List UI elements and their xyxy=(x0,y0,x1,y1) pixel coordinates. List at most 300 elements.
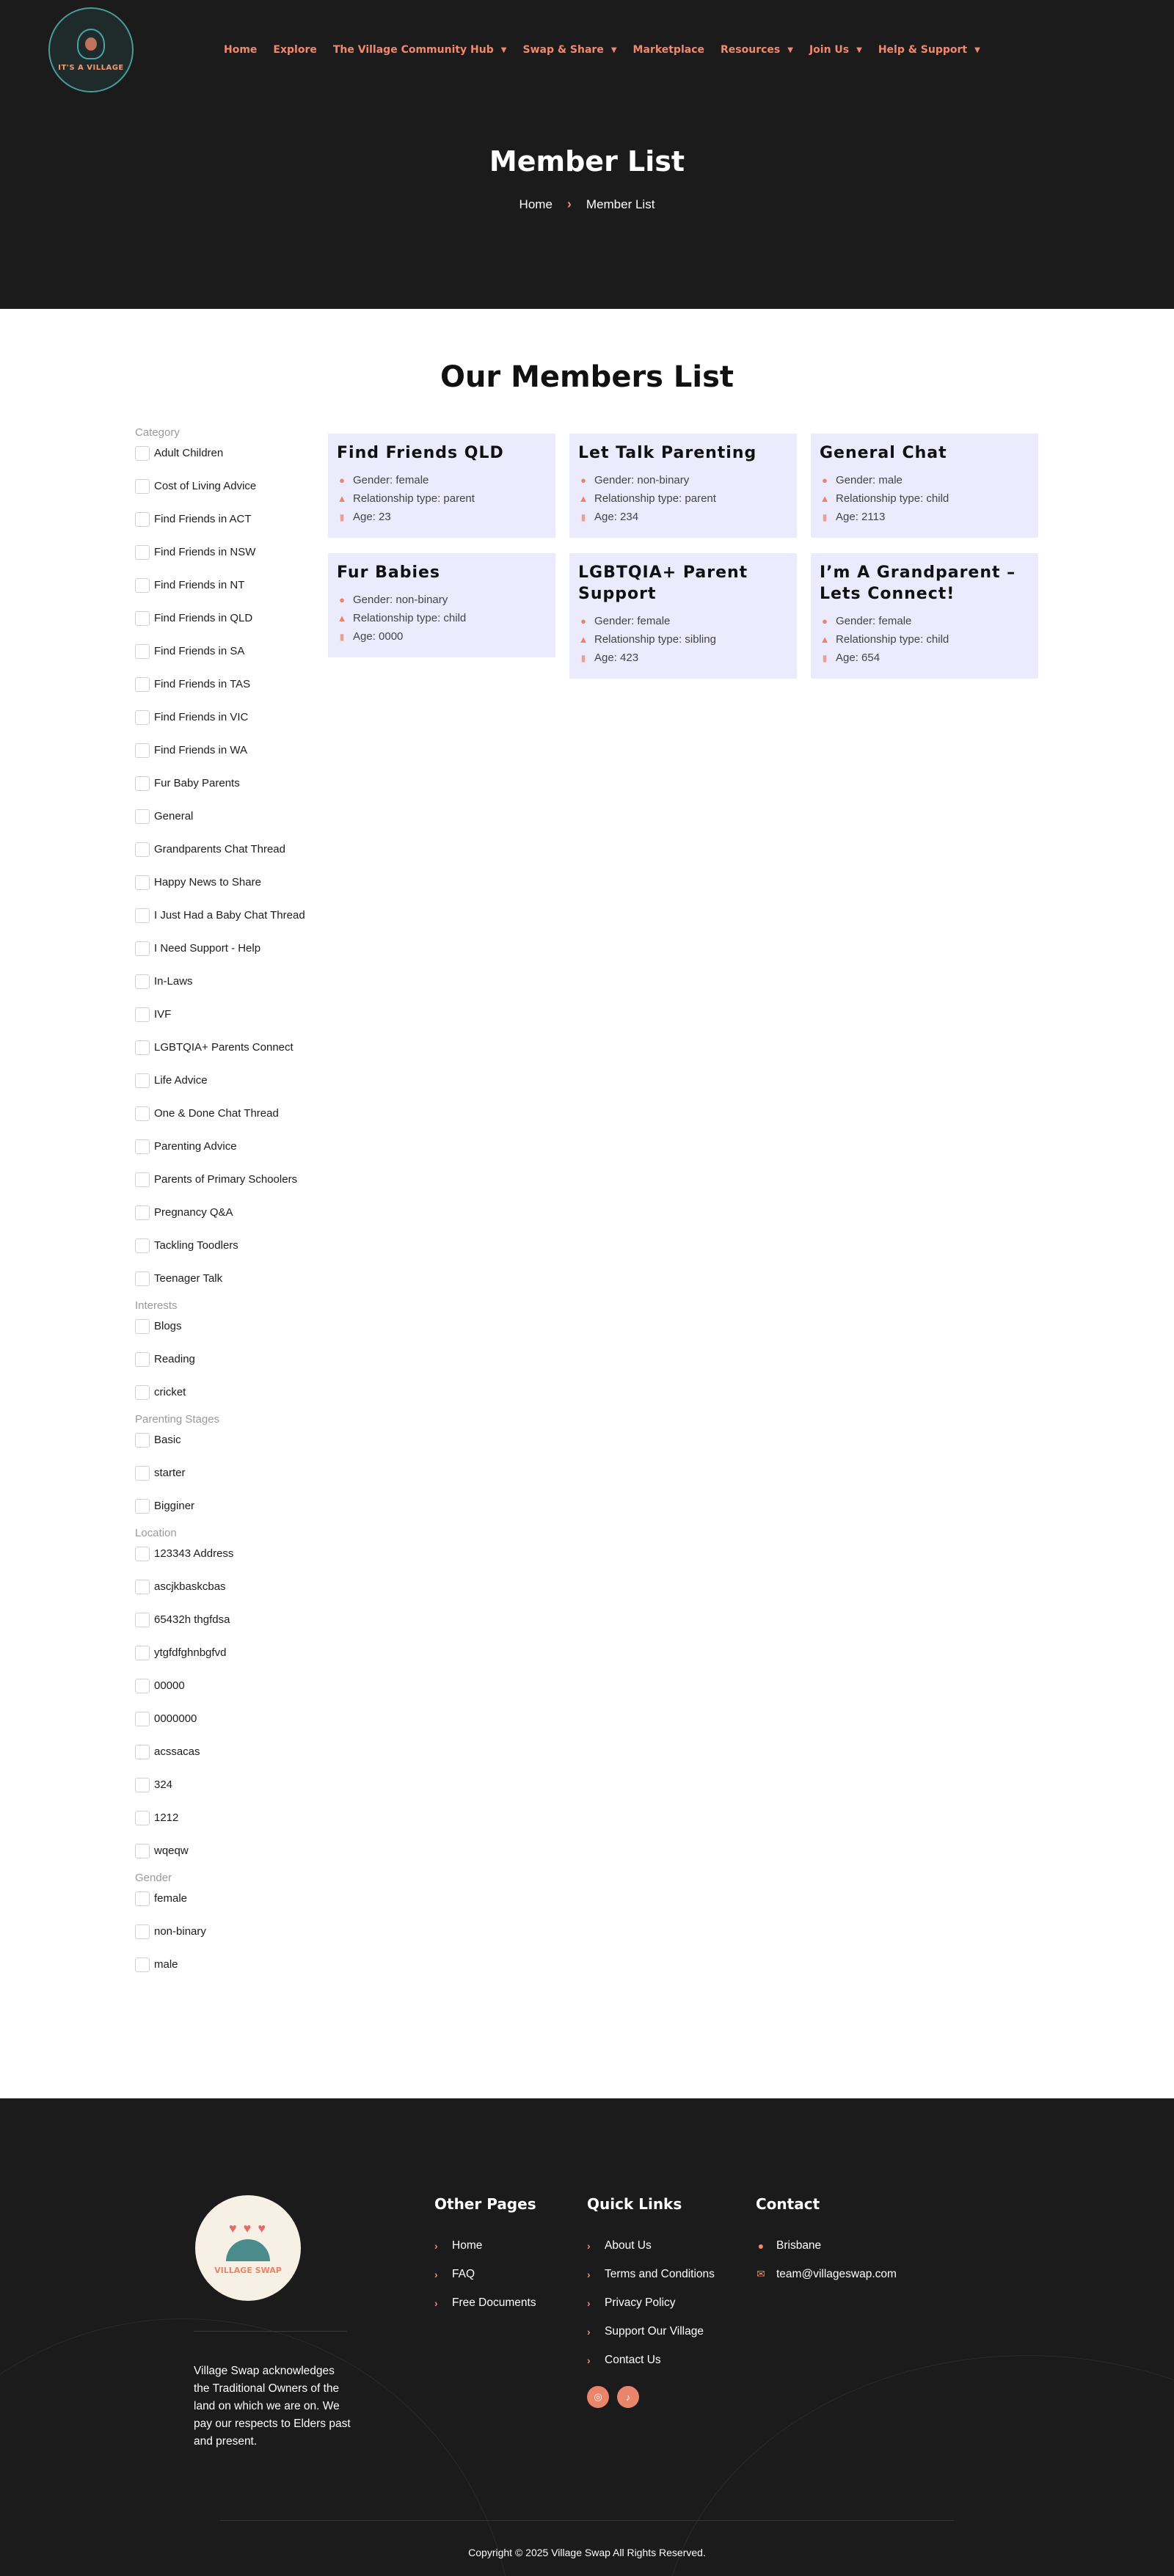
checkbox[interactable] xyxy=(135,1580,150,1594)
footer-link-label: Terms and Conditions xyxy=(605,2267,715,2280)
filter-checkbox-option[interactable] xyxy=(135,1702,326,1735)
logo-emblem-icon xyxy=(77,29,105,59)
contact-email[interactable] xyxy=(756,2260,897,2288)
member-card[interactable] xyxy=(811,553,1038,679)
filter-checkbox-option[interactable] xyxy=(135,470,326,503)
footer-link-free-documents[interactable] xyxy=(434,2288,536,2317)
envelope-icon: ✉ xyxy=(756,2268,765,2280)
checkbox[interactable] xyxy=(135,1778,150,1792)
footer-logo-text: VILLAGE SWAP xyxy=(214,2266,282,2275)
nav-item-label: Resources xyxy=(721,44,781,56)
checkbox[interactable] xyxy=(135,1547,150,1561)
contact-location xyxy=(756,2231,897,2260)
footer-link-home[interactable] xyxy=(434,2231,536,2260)
filter-checkbox-option[interactable] xyxy=(135,1801,326,1834)
checkbox[interactable] xyxy=(135,1433,150,1448)
checkbox[interactable] xyxy=(135,1811,150,1825)
checkbox[interactable] xyxy=(135,842,150,857)
filter-option-label: Find Friends in VIC xyxy=(154,711,249,723)
filter-group-title: Location xyxy=(135,1527,177,1539)
nav-item-join-us[interactable] xyxy=(809,44,862,56)
footer-link-about-us[interactable] xyxy=(587,2231,715,2260)
filter-checkbox-option[interactable] xyxy=(135,1570,326,1603)
member-age-text: Age: 654 xyxy=(836,652,880,664)
checkbox[interactable] xyxy=(135,908,150,923)
filter-checkbox-option[interactable] xyxy=(135,1636,326,1669)
filter-checkbox-option[interactable] xyxy=(135,1456,326,1489)
breadcrumb xyxy=(0,197,1174,212)
filter-checkbox-option[interactable] xyxy=(135,1603,326,1636)
chevron-right-icon: › xyxy=(587,2325,591,2338)
member-relationship-text: Relationship type: child xyxy=(836,492,949,505)
filter-checkbox-option[interactable] xyxy=(135,1262,326,1295)
user-icon: ● xyxy=(580,616,586,627)
member-age xyxy=(820,508,1029,526)
filter-checkbox-option[interactable] xyxy=(135,1130,326,1163)
checkbox[interactable] xyxy=(135,1891,150,1906)
village-houses-icon xyxy=(226,2239,270,2261)
checkbox[interactable] xyxy=(135,677,150,692)
member-card[interactable] xyxy=(811,434,1038,538)
checkbox[interactable] xyxy=(135,479,150,494)
chevron-right-icon: › xyxy=(587,2296,591,2309)
member-relationship xyxy=(820,630,1029,649)
checkbox[interactable] xyxy=(135,743,150,758)
member-cards-grid xyxy=(328,434,1039,679)
age-chart-icon: ▮ xyxy=(580,511,586,522)
member-gender-text: Gender: female xyxy=(836,615,912,627)
footer-link-privacy-policy[interactable] xyxy=(587,2288,715,2317)
age-chart-icon: ▮ xyxy=(822,652,828,663)
checkbox[interactable] xyxy=(135,941,150,956)
filter-checkbox-option[interactable] xyxy=(135,1735,326,1768)
filter-group-category xyxy=(135,426,326,1295)
age-chart-icon: ▮ xyxy=(339,511,345,522)
member-card[interactable] xyxy=(328,553,555,657)
checkbox[interactable] xyxy=(135,1924,150,1939)
checkbox[interactable] xyxy=(135,512,150,527)
filter-option-label: General xyxy=(154,810,194,822)
caret-down-icon: ▼ xyxy=(787,45,793,54)
checkbox[interactable] xyxy=(135,1205,150,1220)
tiktok-icon[interactable]: ♪ xyxy=(617,2386,639,2408)
filter-checkbox-option[interactable] xyxy=(135,1537,326,1570)
filter-checkbox-option[interactable] xyxy=(135,833,326,866)
member-card[interactable] xyxy=(569,553,797,679)
filter-option-label: Grandparents Chat Thread xyxy=(154,843,285,855)
filter-option-label: One & Done Chat Thread xyxy=(154,1107,279,1120)
filter-option-label: 00000 xyxy=(154,1679,185,1692)
filter-options xyxy=(135,437,326,1295)
page-title: Member List xyxy=(489,145,685,178)
nav-item-resources[interactable] xyxy=(721,44,793,56)
filter-option-label: Find Friends in NT xyxy=(154,579,245,591)
member-name: General Chat xyxy=(820,444,947,462)
filter-option-label: starter xyxy=(154,1467,186,1479)
checkbox[interactable] xyxy=(135,1613,150,1627)
filter-checkbox-option[interactable] xyxy=(135,602,326,635)
filter-group-title: Interests xyxy=(135,1299,178,1312)
member-card[interactable] xyxy=(569,434,797,538)
checkbox[interactable] xyxy=(135,1073,150,1088)
checkbox[interactable] xyxy=(135,1040,150,1055)
checkbox[interactable] xyxy=(135,1745,150,1759)
checkbox[interactable] xyxy=(135,776,150,791)
section-title: Our Members List xyxy=(440,360,734,394)
filter-checkbox-option[interactable] xyxy=(135,1064,326,1097)
filter-option-label: 65432h thgfdsa xyxy=(154,1613,230,1626)
checkbox[interactable] xyxy=(135,545,150,560)
filter-checkbox-option[interactable] xyxy=(135,1031,326,1064)
filter-checkbox-option[interactable] xyxy=(135,734,326,767)
user-icon: ● xyxy=(339,475,345,486)
caret-down-icon: ▼ xyxy=(974,45,980,54)
nav-item-label: Marketplace xyxy=(632,44,704,56)
filter-checkbox-option[interactable] xyxy=(135,767,326,800)
member-relationship xyxy=(578,489,788,508)
footer-link-label: Privacy Policy xyxy=(605,2296,676,2309)
site-logo[interactable] xyxy=(48,7,134,92)
footer-link-label: Free Documents xyxy=(452,2296,536,2309)
footer-link-faq[interactable] xyxy=(434,2260,536,2288)
member-age xyxy=(820,649,1029,667)
filter-sidebar xyxy=(135,426,326,1985)
member-gender-text: Gender: non-binary xyxy=(594,474,690,486)
filter-options xyxy=(135,1423,326,1522)
chevron-right-icon: › xyxy=(587,2354,591,2366)
member-gender xyxy=(578,471,788,489)
filter-option-label: Teenager Talk xyxy=(154,1272,223,1285)
filter-group-title: Category xyxy=(135,426,180,439)
filter-checkbox-option[interactable] xyxy=(135,1163,326,1196)
member-card[interactable] xyxy=(328,434,555,538)
filter-option-label: I Just Had a Baby Chat Thread xyxy=(154,909,305,922)
filter-group-interests xyxy=(135,1299,326,1409)
relationship-icon: ▲ xyxy=(820,634,830,645)
checkbox[interactable] xyxy=(135,1466,150,1481)
filter-option-label: Find Friends in QLD xyxy=(154,612,253,624)
social-links xyxy=(587,2386,715,2408)
footer-link-contact-us[interactable] xyxy=(587,2346,715,2374)
checkbox[interactable] xyxy=(135,644,150,659)
filter-group-parenting-stages xyxy=(135,1413,326,1522)
filter-option-label: IVF xyxy=(154,1008,172,1021)
filter-checkbox-option[interactable] xyxy=(135,1097,326,1130)
member-age-text: Age: 234 xyxy=(594,511,639,523)
footer-divider xyxy=(194,2331,347,2332)
filter-option-label: Life Advice xyxy=(154,1074,208,1087)
filter-option-label: Happy News to Share xyxy=(154,876,261,889)
filter-checkbox-option[interactable] xyxy=(135,437,326,470)
checkbox[interactable] xyxy=(135,875,150,890)
filter-checkbox-option[interactable] xyxy=(135,866,326,899)
filter-checkbox-option[interactable] xyxy=(135,1310,326,1343)
filter-option-label: I Need Support - Help xyxy=(154,942,261,955)
filter-checkbox-option[interactable] xyxy=(135,503,326,536)
relationship-icon: ▲ xyxy=(578,634,588,645)
nav-item-swap-share[interactable] xyxy=(522,44,616,56)
filter-checkbox-option[interactable] xyxy=(135,1948,326,1981)
member-relationship-text: Relationship type: sibling xyxy=(594,633,716,646)
filter-option-label: Find Friends in TAS xyxy=(154,678,251,690)
filter-option-label: ytgfdfghnbgfvd xyxy=(154,1646,227,1659)
footer-rule xyxy=(220,2520,954,2521)
filter-checkbox-option[interactable] xyxy=(135,1669,326,1702)
nav-item-label: Home xyxy=(224,44,258,56)
user-icon: ● xyxy=(822,475,828,486)
footer-heading: Other Pages xyxy=(434,2195,536,2213)
checkbox[interactable] xyxy=(135,1271,150,1286)
filter-option-label: Cost of Living Advice xyxy=(154,480,257,492)
member-relationship-text: Relationship type: child xyxy=(836,633,949,646)
member-gender xyxy=(820,612,1029,630)
member-name: LGBTQIA+ Parent Support xyxy=(578,563,748,603)
member-relationship xyxy=(820,489,1029,508)
filter-group-gender xyxy=(135,1872,326,1981)
checkbox[interactable] xyxy=(135,1139,150,1154)
filter-option-label: Find Friends in NSW xyxy=(154,546,256,558)
nav-item-label: Swap & Share xyxy=(522,44,604,56)
filter-option-label: LGBTQIA+ Parents Connect xyxy=(154,1041,294,1054)
filter-option-label: male xyxy=(154,1958,178,1971)
member-age-text: Age: 0000 xyxy=(353,630,404,643)
checkbox[interactable] xyxy=(135,1499,150,1514)
filter-checkbox-option[interactable] xyxy=(135,701,326,734)
checkbox[interactable] xyxy=(135,1679,150,1693)
footer-quick-links xyxy=(587,2195,715,2408)
member-age xyxy=(337,627,547,646)
filter-checkbox-option[interactable] xyxy=(135,932,326,965)
filter-option-label: Reading xyxy=(154,1353,195,1365)
nav-item-help-support[interactable] xyxy=(878,44,980,56)
filter-option-label: Pregnancy Q&A xyxy=(154,1206,233,1219)
instagram-icon[interactable]: ◎ xyxy=(587,2386,609,2408)
checkbox[interactable] xyxy=(135,1238,150,1253)
footer-heading: Quick Links xyxy=(587,2195,682,2213)
filter-checkbox-option[interactable] xyxy=(135,569,326,602)
member-relationship xyxy=(337,609,547,627)
checkbox[interactable] xyxy=(135,1957,150,1972)
filter-checkbox-option[interactable] xyxy=(135,1768,326,1801)
member-gender-text: Gender: female xyxy=(594,615,671,627)
checkbox[interactable] xyxy=(135,809,150,824)
member-age-text: Age: 2113 xyxy=(836,511,886,523)
member-name: I’m A Grandparent – Lets Connect! xyxy=(820,563,1016,603)
member-gender xyxy=(337,591,547,609)
filter-checkbox-option[interactable] xyxy=(135,1882,326,1915)
filter-checkbox-option[interactable] xyxy=(135,1196,326,1229)
filter-checkbox-option[interactable] xyxy=(135,1489,326,1522)
member-relationship-text: Relationship type: parent xyxy=(594,492,716,505)
filter-option-label: Parenting Advice xyxy=(154,1140,237,1153)
chevron-right-icon: › xyxy=(587,2268,591,2280)
filter-option-label: 324 xyxy=(154,1778,173,1791)
checkbox[interactable] xyxy=(135,1712,150,1726)
member-relationship xyxy=(337,489,547,508)
filter-option-label: Parents of Primary Schoolers xyxy=(154,1173,298,1186)
filter-option-label: 1212 xyxy=(154,1811,179,1824)
footer-link-label: Support Our Village xyxy=(605,2324,704,2338)
age-chart-icon: ▮ xyxy=(339,631,345,642)
hero-header xyxy=(0,0,1174,309)
hearts-icon: ♥ ♥ ♥ xyxy=(228,2221,268,2236)
checkbox[interactable] xyxy=(135,1172,150,1187)
member-gender xyxy=(820,471,1029,489)
footer-link-terms-and-conditions[interactable] xyxy=(587,2260,715,2288)
filter-option-label: Find Friends in ACT xyxy=(154,513,252,525)
filter-option-label: ascjkbaskcbas xyxy=(154,1580,226,1593)
member-relationship-text: Relationship type: child xyxy=(353,612,467,624)
user-icon: ● xyxy=(580,475,586,486)
filter-option-label: acssacas xyxy=(154,1745,200,1758)
footer-link-label: About Us xyxy=(605,2239,652,2252)
caret-down-icon: ▼ xyxy=(856,45,862,54)
caret-down-icon: ▼ xyxy=(500,45,507,54)
filter-checkbox-option[interactable] xyxy=(135,536,326,569)
nav-item-label: Explore xyxy=(273,44,317,56)
member-gender xyxy=(578,612,788,630)
age-chart-icon: ▮ xyxy=(822,511,828,522)
user-icon: ● xyxy=(339,594,345,605)
member-age-text: Age: 423 xyxy=(594,652,639,664)
filter-checkbox-option[interactable] xyxy=(135,1915,326,1948)
footer-link-label: Contact Us xyxy=(605,2353,661,2366)
checkbox[interactable] xyxy=(135,1844,150,1858)
breadcrumb-home-link[interactable]: Home xyxy=(519,197,553,211)
filter-checkbox-option[interactable] xyxy=(135,635,326,668)
filter-checkbox-option[interactable] xyxy=(135,1229,326,1262)
filter-option-label: Tackling Toodlers xyxy=(154,1239,238,1252)
contact-location-text: Brisbane xyxy=(776,2239,822,2252)
member-name: Fur Babies xyxy=(337,563,441,582)
copyright-text: Copyright © 2025 Village Swap All Rights Reserved. xyxy=(468,2547,706,2558)
filter-option-label: Blogs xyxy=(154,1320,182,1332)
chevron-right-icon: › xyxy=(434,2296,438,2309)
footer-link-support-our-village[interactable] xyxy=(587,2317,715,2346)
user-icon: ● xyxy=(822,616,828,627)
acknowledgement-text: Village Swap acknowledges the Traditional Owners of the land on which we are on. We pay our respects to Elders past and present. xyxy=(194,2365,351,2448)
filter-checkbox-option[interactable] xyxy=(135,668,326,701)
checkbox[interactable] xyxy=(135,1007,150,1022)
checkbox[interactable] xyxy=(135,578,150,593)
checkbox[interactable] xyxy=(135,1319,150,1334)
filter-option-label: Adult Children xyxy=(154,447,224,459)
member-name: Find Friends QLD xyxy=(337,444,504,462)
filter-option-label: Basic xyxy=(154,1434,181,1446)
nav-item-label: The Village Community Hub xyxy=(332,44,494,56)
filter-options xyxy=(135,1537,326,1867)
checkbox[interactable] xyxy=(135,974,150,989)
filter-checkbox-option[interactable] xyxy=(135,1343,326,1376)
relationship-icon: ▲ xyxy=(337,613,347,624)
filter-checkbox-option[interactable] xyxy=(135,1834,326,1867)
filter-checkbox-option[interactable] xyxy=(135,1423,326,1456)
filter-checkbox-option[interactable] xyxy=(135,800,326,833)
chevron-right-icon: › xyxy=(587,2239,591,2252)
footer-link-label: FAQ xyxy=(452,2267,475,2280)
nav-item-explore[interactable] xyxy=(273,44,316,56)
filter-option-label: non-binary xyxy=(154,1925,206,1938)
filter-option-label: Bigginer xyxy=(154,1500,195,1512)
relationship-icon: ▲ xyxy=(820,493,830,504)
main-navigation xyxy=(224,41,996,59)
filter-group-location xyxy=(135,1527,326,1867)
filter-option-label: 123343 Address xyxy=(154,1547,234,1560)
breadcrumb-current: Member List xyxy=(586,197,655,211)
nav-item-label: Join Us xyxy=(809,44,850,56)
checkbox[interactable] xyxy=(135,446,150,461)
checkbox[interactable] xyxy=(135,1646,150,1660)
footer-logo[interactable] xyxy=(195,2195,301,2301)
chevron-right-icon: › xyxy=(434,2239,438,2252)
member-gender-text: Gender: non-binary xyxy=(353,594,448,606)
filter-option-label: cricket xyxy=(154,1386,186,1398)
filter-checkbox-option[interactable] xyxy=(135,1376,326,1409)
member-age xyxy=(578,508,788,526)
filter-checkbox-option[interactable] xyxy=(135,899,326,932)
member-age xyxy=(337,508,547,526)
member-relationship xyxy=(578,630,788,649)
filter-checkbox-option[interactable] xyxy=(135,998,326,1031)
filter-option-label: Find Friends in SA xyxy=(154,645,245,657)
filter-group-title: Gender xyxy=(135,1872,172,1884)
breadcrumb-separator-icon: › xyxy=(566,197,572,211)
filter-option-label: wqeqw xyxy=(154,1845,189,1857)
nav-item-the-village-community-hub[interactable] xyxy=(333,44,507,56)
main-content xyxy=(0,309,1174,2098)
filter-checkbox-option[interactable] xyxy=(135,965,326,998)
member-gender-text: Gender: male xyxy=(836,474,903,486)
member-age xyxy=(578,649,788,667)
chevron-right-icon: › xyxy=(434,2268,438,2280)
filter-option-label: Find Friends in WA xyxy=(154,744,247,756)
relationship-icon: ▲ xyxy=(578,493,588,504)
caret-down-icon: ▼ xyxy=(610,45,617,54)
filter-option-label: 0000000 xyxy=(154,1712,197,1725)
footer-other-pages xyxy=(434,2195,536,2317)
filter-option-label: Fur Baby Parents xyxy=(154,777,240,789)
member-relationship-text: Relationship type: parent xyxy=(353,492,475,505)
nav-item-home[interactable] xyxy=(224,44,257,56)
contact-email-text: team@villageswap.com xyxy=(776,2267,897,2280)
filter-group-title: Parenting Stages xyxy=(135,1413,220,1426)
footer-contact xyxy=(756,2195,897,2288)
member-gender-text: Gender: female xyxy=(353,474,429,486)
checkbox[interactable] xyxy=(135,611,150,626)
filter-options xyxy=(135,1882,326,1981)
checkbox[interactable] xyxy=(135,1106,150,1121)
member-name: Let Talk Parenting xyxy=(578,444,757,462)
member-age-text: Age: 23 xyxy=(353,511,391,523)
footer-heading: Contact xyxy=(756,2195,820,2213)
map-pin-icon: ● xyxy=(757,2239,765,2252)
checkbox[interactable] xyxy=(135,1352,150,1367)
filter-option-label: female xyxy=(154,1892,188,1905)
decorative-swirl xyxy=(660,2355,1174,2576)
filter-option-label: In-Laws xyxy=(154,975,193,988)
member-gender xyxy=(337,471,547,489)
checkbox[interactable] xyxy=(135,1385,150,1400)
nav-item-label: Help & Support xyxy=(878,44,968,56)
age-chart-icon: ▮ xyxy=(580,652,586,663)
filter-options xyxy=(135,1310,326,1409)
relationship-icon: ▲ xyxy=(337,493,347,504)
site-footer xyxy=(0,2098,1174,2576)
checkbox[interactable] xyxy=(135,710,150,725)
nav-item-marketplace[interactable] xyxy=(633,44,704,56)
footer-link-label: Home xyxy=(452,2239,483,2252)
logo-text: IT'S A VILLAGE xyxy=(58,63,124,72)
